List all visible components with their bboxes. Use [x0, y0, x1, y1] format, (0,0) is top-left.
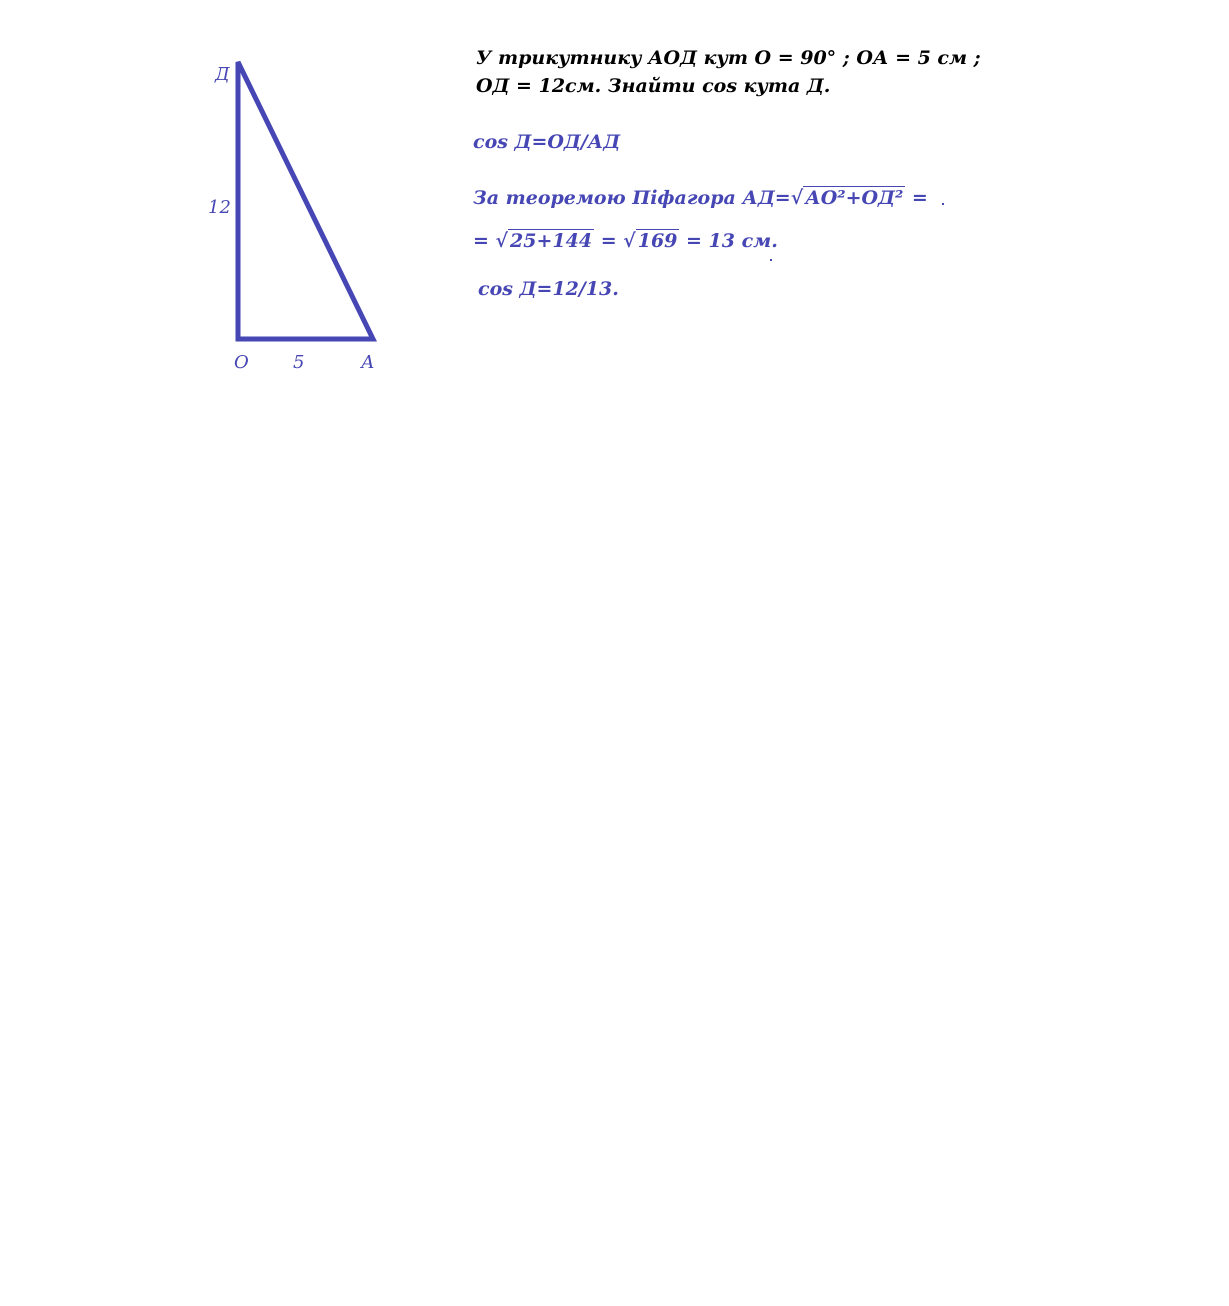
solution-step-cos-formula: cos Д=ОД/АД: [473, 131, 621, 153]
sqrt-expression-1: [496, 227, 595, 255]
sqrt-radicand-1: 25+144: [510, 230, 593, 252]
vertex-a-label: А: [361, 352, 375, 373]
sqrt-radicand-2: 169: [637, 230, 678, 252]
pythagoras-suffix: =: [905, 187, 928, 209]
sqrt-symbol-1: √: [495, 230, 509, 252]
sqrt-symbol-2: √: [623, 230, 636, 252]
calc-mid: =: [594, 230, 624, 252]
problem-statement: [476, 44, 981, 100]
vertex-o-label: O: [234, 352, 249, 373]
vertex-d-label: Д: [215, 64, 230, 85]
sqrt-expression-2: [623, 227, 679, 255]
sqrt-symbol: √: [790, 187, 804, 209]
sqrt-expression: [791, 184, 906, 212]
solution-step-pythagoras: [473, 184, 928, 212]
stray-dot: [770, 259, 772, 261]
calc-prefix: =: [473, 230, 496, 252]
solution-step-answer: cos Д=12/13.: [478, 278, 619, 300]
problem-line-1: У трикутнику АОД кут О = 90° ; ОА = 5 см ;: [476, 47, 981, 69]
sqrt-radicand: АО²+ОД²: [805, 187, 904, 209]
problem-line-2: ОД = 12см. Знайти cos кута Д.: [476, 75, 831, 97]
side-oa-label: 5: [293, 352, 305, 373]
pythagoras-prefix: За теоремою Піфагора АД=: [473, 187, 791, 209]
triangle-aod: [238, 62, 373, 339]
calc-suffix: = 13 см.: [679, 230, 778, 252]
solution-step-calculation: [473, 227, 778, 255]
stray-dot: [942, 203, 944, 205]
side-od-label: 12: [208, 197, 231, 218]
